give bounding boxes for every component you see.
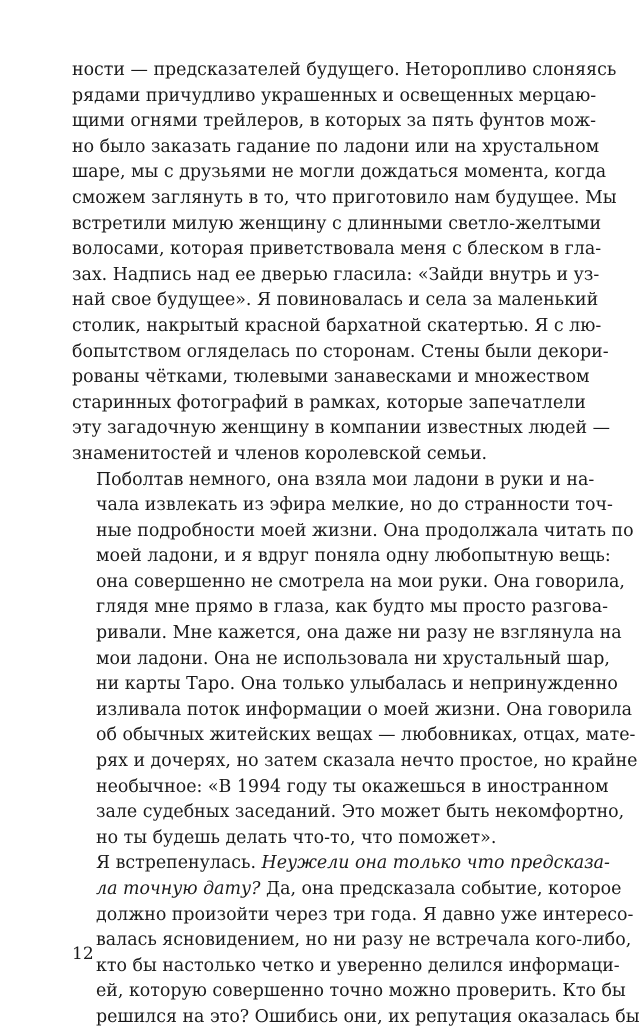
text-line: глядя мне прямо в глаза, как будто мы просто разгова- bbox=[96, 597, 608, 618]
text-line: но было заказать гадание по ладони или на хрустальном bbox=[72, 136, 600, 157]
text-line: изливала поток информации о моей жизни. Она говорила bbox=[96, 699, 632, 720]
text-line: но ты будешь делать что-то, что поможет». bbox=[96, 827, 497, 848]
text-line: щими огнями трейлеров, в которых за пять фунтов мож- bbox=[72, 111, 596, 132]
text-line: зале судебных заседаний. Это может быть некомфортно, bbox=[96, 802, 625, 823]
text-line: кто бы настолько четко и уверенно делился информаци- bbox=[96, 955, 620, 976]
italic-segment: Неужели она только что предсказа- bbox=[261, 853, 610, 874]
text-line: най свое будущее». Я повиновалась и села за маленький bbox=[72, 290, 599, 311]
text-line: ности — предсказателей будущего. Неторопливо слоняясь bbox=[72, 60, 617, 80]
paragraph bbox=[72, 468, 638, 852]
book-page-text bbox=[72, 58, 640, 1031]
text-line: валась ясновидением, но ни разу не встречала кого-либо, bbox=[96, 930, 632, 951]
paragraph bbox=[72, 58, 617, 468]
text-line: волосами, которая приветствовала меня с блеском в гла- bbox=[72, 239, 602, 260]
text-line: старинных фотографий в рамках, которые запечатлели bbox=[72, 392, 586, 413]
text-line: столик, накрытый красной бархатной скатертью. Я с лю- bbox=[72, 315, 602, 336]
text-line: она совершенно не смотрела на мои руки. Она говорила, bbox=[96, 571, 625, 592]
text-line: ные подробности моей жизни. Она продолжала читать по bbox=[96, 520, 634, 541]
text-line: ни карты Таро. Она только улыбалась и непринужденно bbox=[96, 674, 618, 695]
paragraph bbox=[72, 851, 640, 1030]
text-line bbox=[72, 877, 622, 903]
italic-segment: ла точную дату? bbox=[96, 879, 261, 899]
text-line: решился на это? Ошибись они, их репутация оказалась бы bbox=[96, 1006, 640, 1027]
text-line: необычное: «В 1994 году ты окажешься в иностранном bbox=[96, 776, 609, 797]
text-line: бопытством огляделась по сторонам. Стены были декори- bbox=[72, 341, 609, 362]
page-number: 12 bbox=[72, 944, 94, 964]
text-line bbox=[72, 851, 610, 877]
text-line: рованы чётками, тюлевыми занавесками и множеством bbox=[72, 367, 590, 388]
text-line: должно произойти через три года. Я давно уже интересо- bbox=[96, 904, 634, 925]
text-line: Поболтав немного, она взяла мои ладони в руки и на- bbox=[96, 469, 595, 490]
text-line: ривали. Мне кажется, она даже ни разу не взглянула на bbox=[96, 623, 622, 644]
text-line: рядами причудливо украшенных и освещенных мерцаю- bbox=[72, 85, 597, 106]
text-line: мои ладони. Она не использовала ни хрустальный шар, bbox=[96, 648, 610, 669]
text-line: шаре, мы с друзьями не могли дождаться момента, когда bbox=[72, 162, 607, 183]
text-line: встретили милую женщину с длинными светло-желтыми bbox=[72, 213, 602, 234]
text-line: чала извлекать из эфира мелкие, но до странности точ- bbox=[96, 495, 613, 516]
text-line: рях и дочерях, но затем сказала нечто простое, но крайне bbox=[96, 751, 638, 772]
text-line: зах. Надпись над ее дверью гласила: «Зайди внутрь и уз- bbox=[72, 264, 600, 285]
text-line: моей ладони, и я вдруг поняла одну любопытную вещь: bbox=[96, 546, 611, 567]
text-line: сможем заглянуть в то, что приготовило нам будущее. Мы bbox=[72, 187, 617, 208]
text-line: знаменитостей и членов королевской семьи. bbox=[72, 443, 488, 464]
text-segment: Да, она предсказала событие, которое bbox=[260, 879, 622, 899]
text-segment: Я встрепенулась. bbox=[96, 853, 262, 874]
text-line: ей, которую совершенно точно можно проверить. Кто бы bbox=[96, 981, 626, 1002]
text-line: об обычных житейских вещах — любовниках, отцах, мате- bbox=[96, 725, 636, 746]
text-line: эту загадочную женщину в компании известных людей — bbox=[72, 418, 611, 439]
